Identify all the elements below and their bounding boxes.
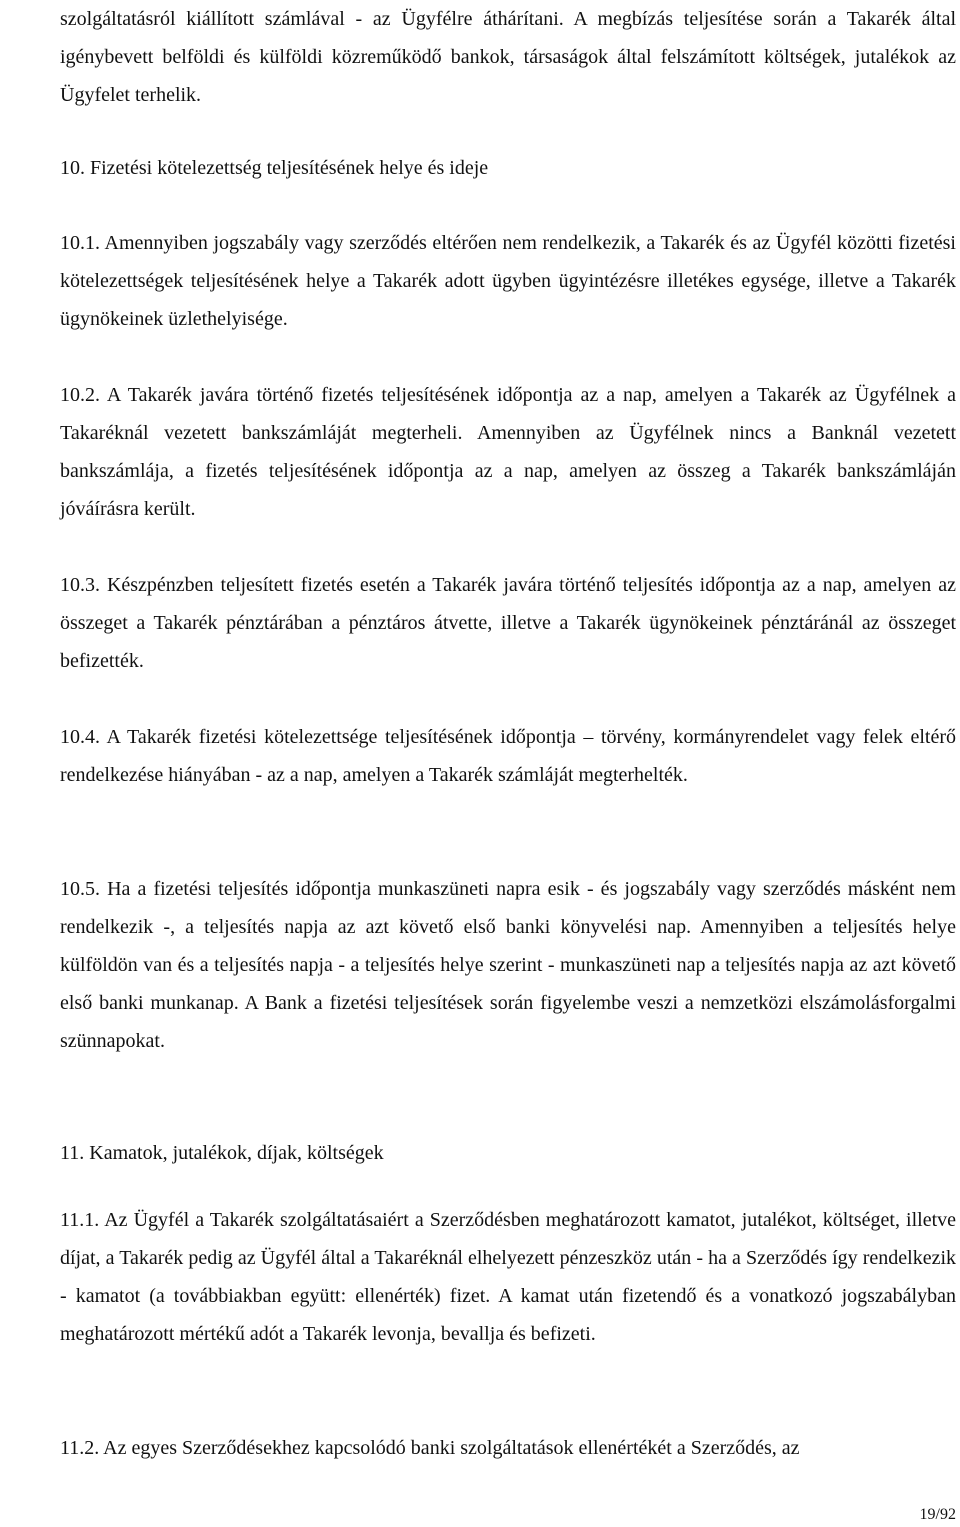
section-10-3-paragraph: 10.3. Készpénzben teljesített fizetés esetén a Takarék javára történő teljesítés időpontja az a nap, amelyen az összeget a Takarék pénztárában a pénztáros átvette, illetve a Takarék ügynökeinek pénztáránál az összeget befizették. bbox=[60, 574, 956, 672]
section-11-1-paragraph: 11.1. Az Ügyfél a Takarék szolgáltatásaiért a Szerződésben meghatározott kamatot, jutalékot, költséget, illetve díjat, a Takarék pedig az Ügyfél által a Takaréknál elhelyezett pénzeszköz után - ha a Szerződés így rendelkezik - kamatot (a továbbiakban együtt: ellenérték) fizet. A kamat után fizetendő és a vonatkozó jogszabályban meghatározott mértékű adót a Takarék levonja, bevallja és befizeti. bbox=[60, 1209, 956, 1345]
section-11-2-paragraph: 11.2. Az egyes Szerződésekhez kapcsolódó banki szolgáltatások ellenértékét a Szerződés, az bbox=[60, 1437, 800, 1459]
section-11-heading: 11. Kamatok, jutalékok, díjak, költségek bbox=[60, 1142, 384, 1164]
section-10-1-paragraph: 10.1. Amennyiben jogszabály vagy szerződés eltérően nem rendelkezik, a Takarék és az Ügyfél közötti fizetési kötelezettségek teljesítésének helye a Takarék adott ügyben ügyintézésre illetékes egysége, illetve a Takarék ügynökeinek üzlethelyisége. bbox=[60, 232, 956, 330]
section-10-heading: 10. Fizetési kötelezettség teljesítésének helye és ideje bbox=[60, 157, 489, 179]
section-10-2-paragraph: 10.2. A Takarék javára történő fizetés teljesítésének időpontja az a nap, amelyen a Takarék az Ügyfélnek a Takaréknál vezetett bankszámláját megterheli. Amennyiben az Ügyfélnek nincs a Banknál vezetett bankszámlája, a fizetés teljesítésének időpontja az a nap, amelyen az összeg a Takarék bankszámláján jóváírásra került. bbox=[60, 384, 956, 520]
section-10-4-paragraph: 10.4. A Takarék fizetési kötelezettsége teljesítésének időpontja – törvény, kormányrendelet vagy felek eltérő rendelkezése hiányában - az a nap, amelyen a Takarék számláját megterhelték. bbox=[60, 726, 956, 786]
intro-paragraph: szolgáltatásról kiállított számlával - az Ügyfélre áthárítani. A megbízás teljesítése során a Takarék által igénybevett belföldi és külföldi közreműködő bankok, társaságok által felszámított költségek, jutalékok az Ügyfelet terhelik. bbox=[60, 8, 956, 106]
section-10-5-paragraph: 10.5. Ha a fizetési teljesítés időpontja munkaszüneti napra esik - és jogszabály vagy szerződés másként nem rendelkezik -, a teljesítés napja az azt követő első banki könyvelési nap. Amennyiben a teljesítés helye külföldön van és a teljesítés napja - a teljesítés helye szerint - munkaszüneti nap a teljesítés napja az azt követő első banki munkanap. A Bank a fizetési teljesítések során figyelembe veszi a nemzetközi elszámolásforgalmi szünnapokat. bbox=[60, 878, 956, 1052]
page-number: 19/92 bbox=[919, 1506, 956, 1523]
